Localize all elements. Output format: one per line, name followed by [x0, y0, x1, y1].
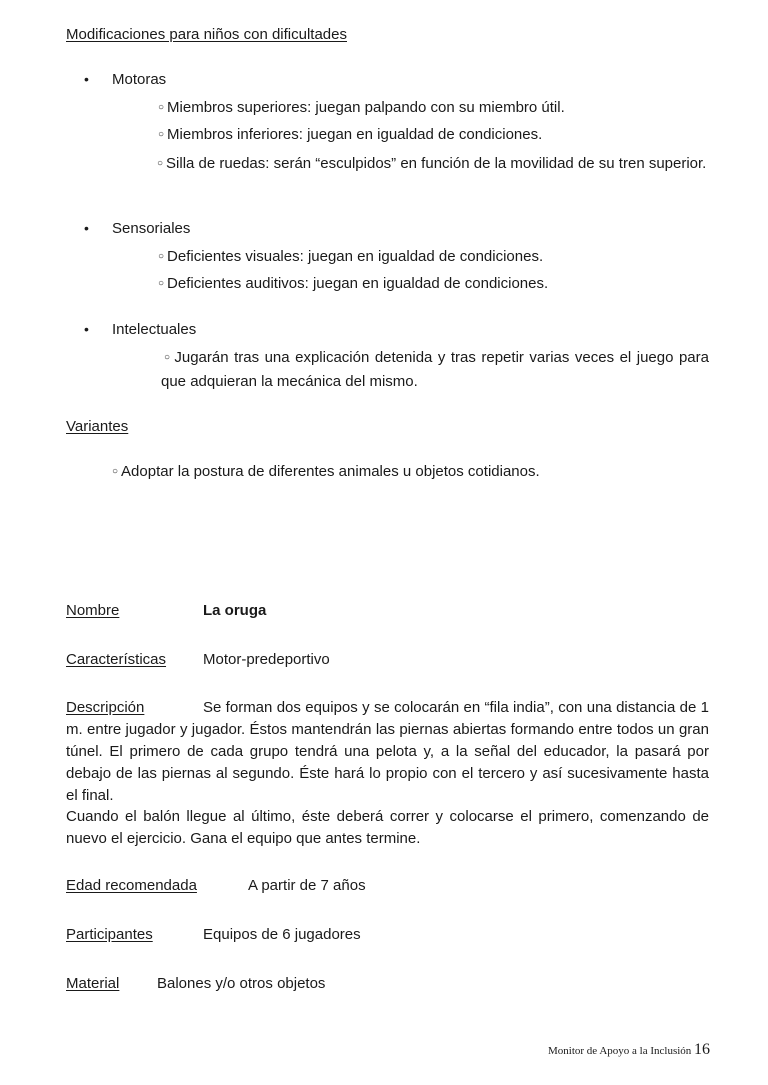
list-item-text: Deficientes auditivos: juegan en igualdad de condiciones. — [167, 275, 549, 292]
list-item — [158, 248, 543, 265]
bullet-marker: • — [84, 71, 89, 87]
group-label: Intelectuales — [112, 321, 197, 338]
bullet-marker: • — [84, 321, 89, 337]
age-label: Edad recomendada — [66, 877, 197, 894]
list-item-text: Miembros inferiores: juegan en igualdad de condiciones. — [167, 126, 543, 143]
list-item — [112, 463, 540, 480]
sub-bullet-marker: ○ — [164, 352, 172, 363]
sub-bullet-marker: ○ — [158, 129, 165, 140]
list-item-text: Adoptar la postura de diferentes animales u objetos cotidianos. — [121, 463, 540, 480]
group-label: Motoras — [112, 71, 167, 88]
characteristics-label: Características — [66, 651, 167, 668]
sub-bullet-marker: ○ — [158, 251, 165, 262]
list-item — [157, 153, 709, 177]
participants-label: Participantes — [66, 926, 153, 943]
description-label: Descripción — [66, 699, 145, 716]
description-paragraph — [66, 697, 709, 807]
modifications-heading: Modificaciones para niños con dificultades — [66, 26, 347, 43]
age-value: A partir de 7 años — [248, 877, 366, 894]
footer-title: Monitor de Apoyo a la Inclusión — [548, 1045, 692, 1057]
list-item — [158, 99, 565, 116]
list-item — [158, 126, 542, 143]
sub-bullet-marker: ○ — [112, 466, 119, 477]
sub-bullet-marker: ○ — [158, 278, 165, 289]
material-value: Balones y/o otros objetos — [157, 975, 326, 992]
list-item-text: Deficientes visuales: juegan en igualdad de condiciones. — [167, 248, 544, 265]
group-label: Sensoriales — [112, 220, 191, 237]
description-text: Se forman dos equipos y se colocarán en “fila india”, con una distancia de 1 m. entre jugador y jugador. Éstos mantendrán las piernas abiertas formando entre todos un gran túnel. El primero de cada grupo tendrá una pelota y, a la señal del educador, la pasará por debajo de las piernas al segundo. Éste hará lo propio con el tercero y así sucesivamente hasta el final. — [66, 699, 709, 804]
description-paragraph-2: Cuando el balón llegue al último, éste deberá correr y colocarse el primero, comenzando de nuevo el ejercicio. Gana el equipo que antes termine. — [66, 808, 709, 847]
variants-heading: Variantes — [66, 418, 129, 435]
list-item — [158, 275, 548, 292]
participants-value: Equipos de 6 jugadores — [203, 926, 361, 943]
material-label: Material — [66, 975, 120, 992]
sub-bullet-marker: ○ — [158, 102, 165, 113]
list-item-text: Jugarán tras una explicación detenida y tras repetir varias veces el juego para que adquieran la mecánica del mismo. — [161, 349, 709, 390]
page-number: 16 — [694, 1041, 710, 1058]
characteristics-value: Motor-predeportivo — [203, 651, 330, 668]
list-item-text: Silla de ruedas: serán “esculpidos” en función de la movilidad de su tren superior. — [166, 155, 707, 172]
name-label: Nombre — [66, 602, 120, 619]
list-item — [161, 347, 709, 393]
sub-bullet-marker: ○ — [157, 158, 164, 169]
list-item-text: Miembros superiores: juegan palpando con su miembro útil. — [167, 99, 565, 116]
bullet-marker: • — [84, 220, 89, 236]
game-name: La oruga — [203, 602, 267, 619]
